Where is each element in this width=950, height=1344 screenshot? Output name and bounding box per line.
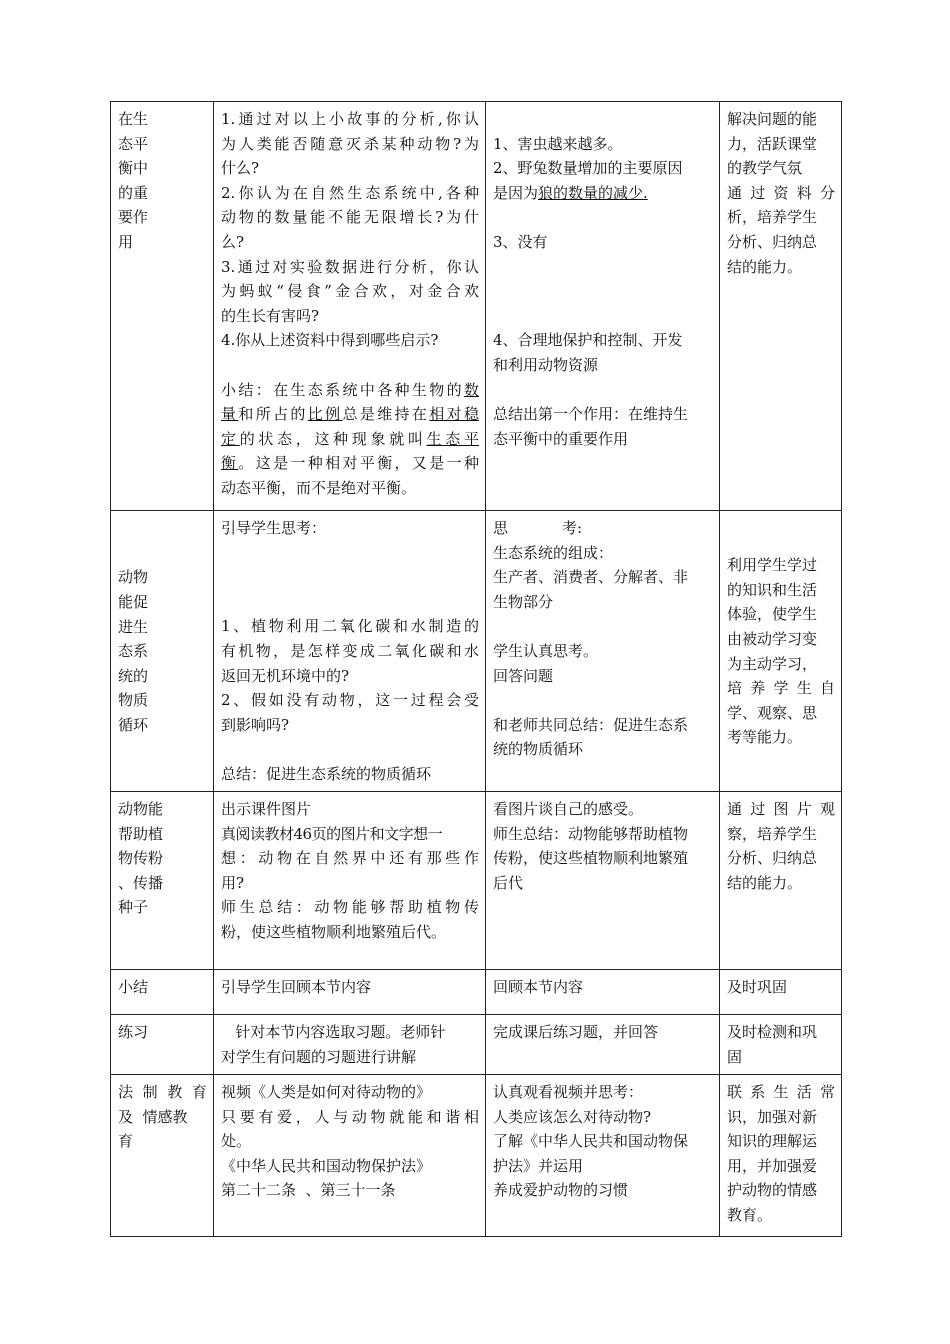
design-intent-cell: 利用学生学过 的知识和生活 体验，使学生 由被动学习变 为主动学习， 培养学生自 学、观察、思 考等能力。 xyxy=(720,511,842,792)
design-intent-cell: 联系生活常 识，加强对新 知识的理解运 用，并加强爱 护动物的情感 教育。 xyxy=(720,1075,842,1237)
stage-cell: 在生 态平 衡中 的重 要作 用 xyxy=(111,102,214,511)
student-activity-cell: 1、害虫越来越多。 2、野兔数量增加的主要原因 是因为狼的数量的减少. 3、没有 4、合理地保护和控制、开发 和利用动物资源 总结出第一个作用：在维持生 态平衡中的重要作用 xyxy=(486,102,720,511)
stage-cell: 动物 能促 进生 态系 统的 物质 循环 xyxy=(111,511,214,792)
lesson-plan-table xyxy=(110,101,842,1237)
design-intent-cell: 解决问题的能 力，活跃课堂 的教学气氛 通过资料分 析，培养学生 分析、归纳总 结的能力。 xyxy=(720,102,842,511)
summary-line-5: 动态平衡，而不是绝对平衡。 xyxy=(221,478,417,497)
summary-line-4: 衡。这是一种相对平衡，又是一种 xyxy=(221,454,479,473)
teacher-activity-cell: 视频《人类是如何对待动物的》 只要有爱，人与动物就能和谐相 处。 《中华人民共和国动物保护法》 第二十二条 、第三十一条 xyxy=(214,1075,486,1237)
stage-cell: 法制教育 及 情感教 育 xyxy=(111,1075,214,1237)
student-activity-cell: 认真观看视频并思考： 人类应该怎么对待动物? 了解《中华人民共和国动物保 护法》并运用 养成爱护动物的习惯 xyxy=(486,1075,720,1237)
teacher-activity-cell: 引导学生思考： 1、植物利用二氧化碳和水制造的 有机物，是怎样变成二氧化碳和水 返回无机环境中的? 2、假如没有动物，这一过程会受 到影响吗? 总结：促进生态系统的物质循环 xyxy=(214,511,486,792)
student-activity-cell: 完成课后练习题，并回答 xyxy=(486,1015,720,1075)
stage-cell: 练习 xyxy=(111,1015,214,1075)
summary-line-2: 量和所占的比例总是维持在相对稳 xyxy=(221,405,479,424)
table-row xyxy=(111,102,842,511)
stage-cell: 小结 xyxy=(111,970,214,1015)
summary-line-1: 小结：在生态系统中各种生物的数 xyxy=(221,380,479,399)
table-row xyxy=(111,511,842,792)
student-activity-cell: 思 考: 生态系统的组成： 生产者、消费者、分解者、非 生物部分 学生认真思考。 回答问题 和老师共同总结：促进生态系 统的物质循环 xyxy=(486,511,720,792)
design-intent-cell: 通过图片观 察，培养学生 分析、归纳总 结的能力。 xyxy=(720,792,842,970)
teacher-activity-cell: 针对本节内容选取习题。老师针 对学生有问题的习题进行讲解 xyxy=(214,1015,486,1075)
teacher-activity-cell: 出示课件图片 真阅读教材46页的图片和文字想一 想：动物在自然界中还有那些作 用? 师生总结：动物能够帮助植物传 粉，使这些植物顺利地繁殖后代。 xyxy=(214,792,486,970)
design-intent-cell: 及时检测和巩 固 xyxy=(720,1015,842,1075)
table-row xyxy=(111,792,842,970)
teacher-activity-cell: 1.通过对以上小故事的分析,你认 为人类能否随意灭杀某种动物?为 什么? 2.你认为在自然生态系统中,各种 动物的数量能不能无限增长?为什 么? 3.通过对实验数据进行分析，你认 为蚂蚁“侵食”金合欢，对金合欢 的生长有害吗? 4.你从上述资料中得到哪些启示? 小结：在生态系统中各种生物的数 量和所占的比例总是维持在相对稳 定的状态，这种现象就叫生态平 衡。这是一种相对平衡，又是一种 动态平衡，而不是绝对平衡。 xyxy=(214,102,486,511)
table-row xyxy=(111,1075,842,1237)
student-activity-cell: 回顾本节内容 xyxy=(486,970,720,1015)
table-row xyxy=(111,970,842,1015)
teacher-activity-cell: 引导学生回顾本节内容 xyxy=(214,970,486,1015)
summary-line-3: 定的状态，这种现象就叫生态平 xyxy=(221,429,479,448)
stage-cell: 动物能 帮助植 物传粉 、传播 种子 xyxy=(111,792,214,970)
student-activity-cell: 看图片谈自己的感受。 师生总结：动物能够帮助植物 传粉，使这些植物顺利地繁殖 后代 xyxy=(486,792,720,970)
design-intent-cell: 及时巩固 xyxy=(720,970,842,1015)
table-row xyxy=(111,1015,842,1075)
